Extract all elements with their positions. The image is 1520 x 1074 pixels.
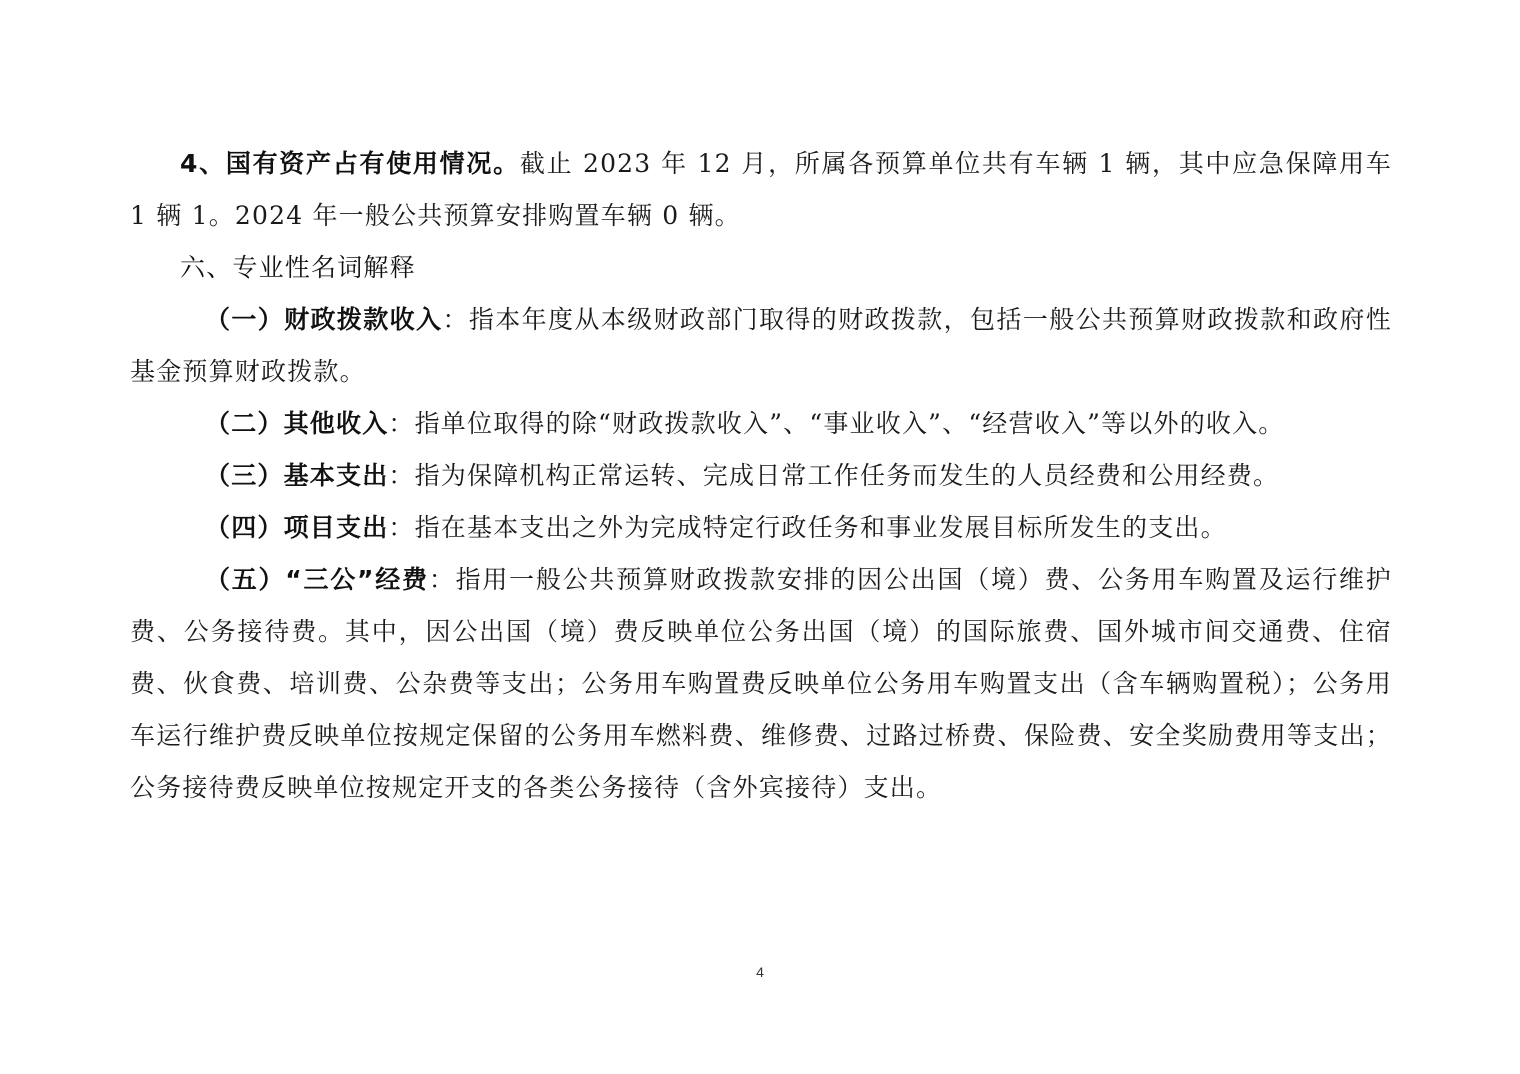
term-label-fiscal-appropriation: （一）财政拨款收入 bbox=[205, 305, 443, 334]
document-body bbox=[130, 138, 1392, 814]
paragraph-state-assets bbox=[130, 138, 1392, 242]
term-basic-expenditure bbox=[130, 450, 1392, 502]
term-label-basic-expenditure: （三）基本支出 bbox=[205, 461, 389, 490]
section-heading-terms bbox=[130, 242, 1392, 294]
page-number: 4 bbox=[756, 964, 764, 980]
term-label-project-expenditure: （四）项目支出 bbox=[205, 513, 389, 542]
section-title-terms: 六、专业性名词解释 bbox=[180, 253, 416, 282]
term-definition-basic-expenditure: ：指为保障机构正常运转、完成日常工作任务而发生的人员经费和公用经费。 bbox=[388, 461, 1280, 490]
term-fiscal-appropriation bbox=[130, 294, 1392, 398]
term-three-public-expenses bbox=[130, 554, 1392, 814]
paragraph-text-state-assets: 截止 2023 年 12 月，所属各预算单位共有车辆 1 辆，其中应急保障用车 1 辆 1。2024 年一般公共预算安排购置车辆 0 辆。 bbox=[130, 149, 1392, 230]
term-definition-fiscal-appropriation: ：指本年度从本级财政部门取得的财政拨款，包括一般公共预算财政拨款和政府性基金预算财政拨款。 bbox=[130, 305, 1392, 386]
term-definition-three-public-expenses: ：指用一般公共预算财政拨款安排的因公出国（境）费、公务用车购置及运行维护费、公务接待费。其中，因公出国（境）费反映单位公务出国（境）的国际旅费、国外城市间交通费、住宿费、伙食费、培训费、公杂费等支出；公务用车购置费反映单位公务用车购置支出（含车辆购置税）；公务用车运行维护费反映单位按规定保留的公务用车燃料费、维修费、过路过桥费、保险费、安全奖励费用等支出；公务接待费反映单位按规定开支的各类公务接待（含外宾接待）支出。 bbox=[130, 565, 1392, 802]
term-definition-other-income: ：指单位取得的除“财政拨款收入”、“事业收入”、“经营收入”等以外的收入。 bbox=[388, 409, 1285, 438]
term-project-expenditure bbox=[130, 502, 1392, 554]
term-label-three-public-expenses: （五）“三公”经费 bbox=[205, 565, 429, 594]
term-other-income bbox=[130, 398, 1392, 450]
term-label-other-income: （二）其他收入 bbox=[205, 409, 389, 438]
term-definition-project-expenditure: ：指在基本支出之外为完成特定行政任务和事业发展目标所发生的支出。 bbox=[388, 513, 1227, 542]
paragraph-lead-state-assets: 4、国有资产占有使用情况。 bbox=[180, 149, 520, 178]
